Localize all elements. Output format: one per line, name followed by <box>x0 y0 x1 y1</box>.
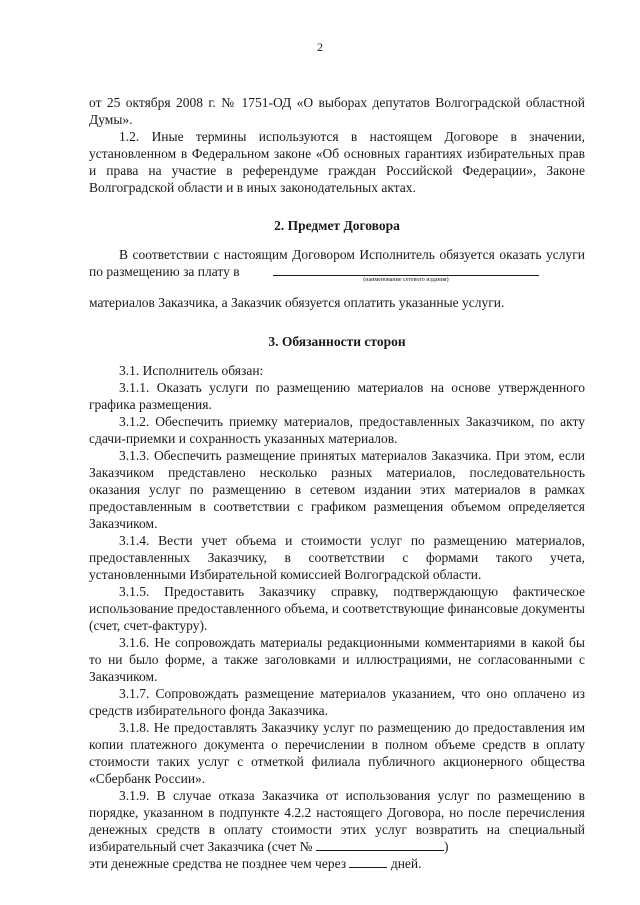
section-2-paragraph-end: материалов Заказчика, а Заказчик обязуется оплатить указанные услуги. <box>89 295 505 310</box>
account-number-field <box>316 838 444 851</box>
publication-name-field <box>243 263 539 283</box>
clause-3-1-2: 3.1.2. Обеспечить приемку материалов, предоставленных Заказчиком, по акту сдачи-приемки и сохранность указанных материалов. <box>89 414 585 446</box>
clause-3-1-3: 3.1.3. Обеспечить размещение принятых материалов Заказчика. При этом, если Заказчиком представлено несколько разных материалов, последовательность оказания услуг по размещению в сетевом издании этих материалов в рамках предоставленным в соответствии с графиком размещения объемом определяется Заказчиком. <box>89 448 585 531</box>
days-count-field <box>349 855 387 868</box>
clause-3-1-6: 3.1.6. Не сопровождать материалы редакционными комментариями в какой бы то ни было форме, а также заголовками и иллюстрациями, не согласованными с Заказчиком. <box>89 635 585 684</box>
clause-3-1-9-text: 3.1.9. В случае отказа Заказчика от использования услуг по размещению в порядке, указанном в подпункте 4.2.2 настоящего Договора, но после перечисления денежных средств в оплату стоимости этих услуг возвратить на специальный избирательный счет Заказчика (счет № <box>89 788 585 854</box>
publication-name-caption: (наименование сетевого издания) <box>363 277 449 283</box>
intro-paragraph-1: от 25 октября 2008 г. № 1751-ОД «О выборах депутатов Волгоградской областной Думы». <box>89 95 585 127</box>
document-body <box>89 94 585 872</box>
intro-paragraph-1-2: 1.2. Иные термины используются в настоящем Договоре в значении, установленном в Федеральном законе «Об основных гарантиях избирательных прав и права на участие в референдуме граждан Российской Федерации», Законе Волгоградской области и в иных законодательных актах. <box>89 129 585 195</box>
clause-3-1-9-paren: ) <box>443 839 449 854</box>
clause-3-1-5: 3.1.5. Предоставить Заказчику справку, подтверждающую фактическое использование предоставленного объема, и соответствующие финансовые документы (счет, счет-фактуру). <box>89 584 585 633</box>
clause-3-1-9-days-word: дней. <box>390 856 422 871</box>
clause-3-1-8: 3.1.8. Не предоставлять Заказчику услуг по размещению до предоставления им копии платежного документа о перечислении в полном объеме средств в оплату стоимости таких услуг с отметкой филиала публичного акционерного общества «Сбербанк России». <box>89 720 585 786</box>
section-2-paragraph <box>89 246 585 283</box>
page-number: 2 <box>317 40 323 54</box>
section-3-title: 3. Обязанности сторон <box>268 334 406 349</box>
clause-3-1-9-deadline-text: эти денежные средства не позднее чем через <box>89 856 347 871</box>
section-2-text-start: В соответствии с настоящим Договором Исполнитель обязуется оказать услуги по размещению за плату в <box>89 247 585 279</box>
clause-3-1-9-end <box>89 855 585 872</box>
clause-3-1-7: 3.1.7. Сопровождать размещение материалов указанием, что оно оплачено из средств избирательного фонда Заказчика. <box>89 686 585 718</box>
clause-3-1: 3.1. Исполнитель обязан: <box>119 363 264 378</box>
section-2-title: 2. Предмет Договора <box>274 218 400 233</box>
clause-3-1-4: 3.1.4. Вести учет объема и стоимости услуг по размещению материалов, предоставленных Заказчику, в соответствии с формами такого учета, установленными Избирательной комиссией Волгоградской области. <box>89 533 585 582</box>
clause-3-1-9 <box>89 787 585 855</box>
clause-3-1-1: 3.1.1. Оказать услуги по размещению материалов на основе утвержденного графика размещения. <box>89 380 585 412</box>
